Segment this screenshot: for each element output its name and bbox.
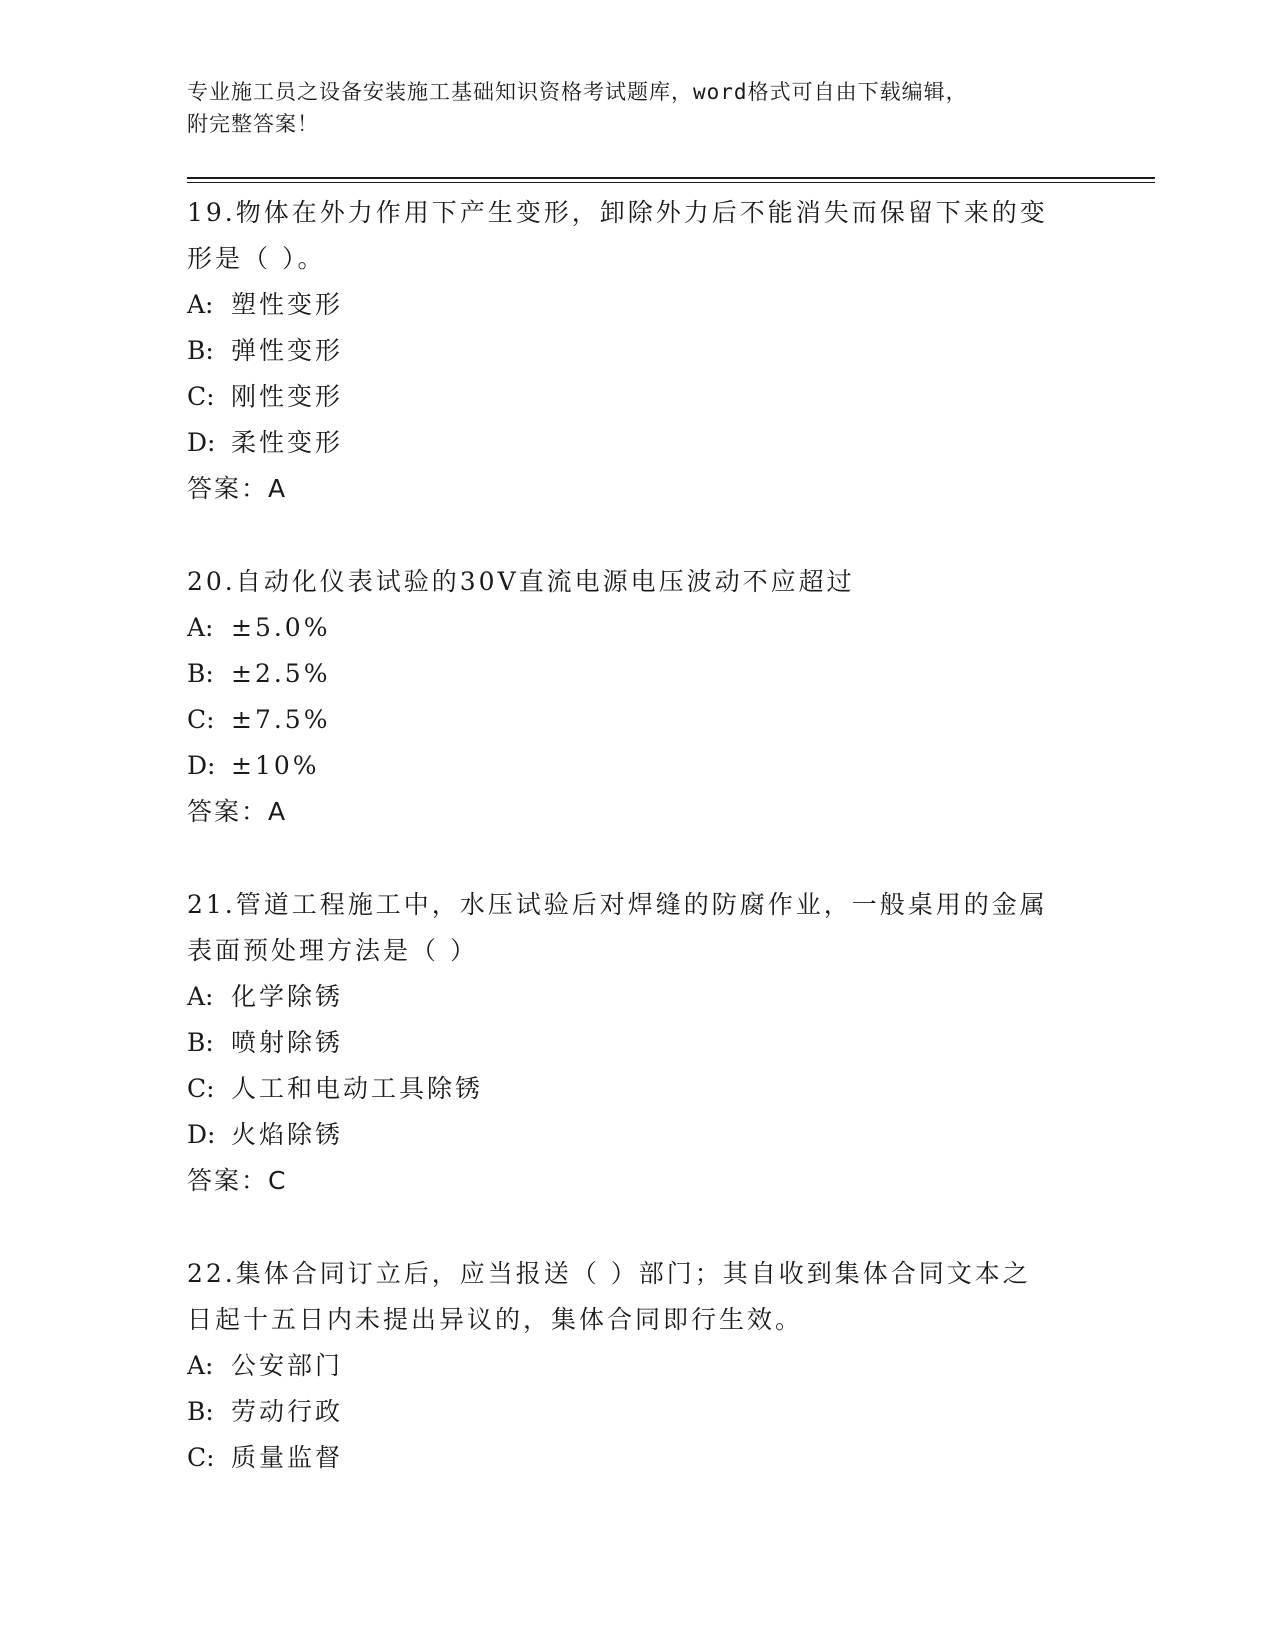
document-header	[187, 76, 1087, 140]
question-text: 形是（ ）。	[187, 244, 326, 273]
option-letter: C:	[187, 382, 215, 411]
question-text: 21.管道工程施工中，水压试验后对焊缝的防腐作业，一般桌用的金属	[187, 890, 1048, 919]
option-text: 劳动行政	[231, 1397, 344, 1426]
option-letter: D:	[187, 428, 216, 457]
question-20	[187, 559, 1087, 835]
option-letter: C:	[187, 1443, 215, 1472]
option-d	[187, 743, 1087, 789]
question-22	[187, 1251, 1087, 1481]
question-text: 22.集体合同订立后，应当报送（ ）部门；其自收到集体合同文本之	[187, 1259, 1031, 1288]
option-text: 刚性变形	[231, 382, 344, 411]
option-b	[187, 651, 1087, 697]
option-letter: A:	[187, 982, 214, 1011]
question-text: 19.物体在外力作用下产生变形，卸除外力后不能消失而保留下来的变	[187, 198, 1048, 227]
option-c	[187, 1435, 1087, 1481]
option-letter: B:	[187, 336, 214, 365]
option-text: ±7.5%	[231, 705, 331, 734]
option-text: 人工和电动工具除锈	[231, 1074, 484, 1103]
option-text: 公安部门	[231, 1351, 344, 1380]
option-text: ±5.0%	[231, 613, 331, 642]
answer: 答案：C	[187, 1166, 288, 1195]
option-d	[187, 1112, 1087, 1158]
option-c	[187, 697, 1087, 743]
question-text: 日起十五日内未提出异议的，集体合同即行生效。	[187, 1305, 804, 1334]
option-letter: B:	[187, 659, 214, 688]
option-c	[187, 374, 1087, 420]
question-list	[187, 190, 1087, 1528]
option-c	[187, 1066, 1087, 1112]
option-d	[187, 420, 1087, 466]
question-text: 20.自动化仪表试验的30V直流电源电压波动不应超过	[187, 567, 855, 596]
option-a	[187, 282, 1087, 328]
option-text: ±2.5%	[231, 659, 331, 688]
answer: 答案：A	[187, 474, 288, 503]
option-a	[187, 605, 1087, 651]
question-21	[187, 882, 1087, 1204]
header-line-2: 附完整答案！	[187, 112, 319, 136]
option-b	[187, 1020, 1087, 1066]
question-text: 表面预处理方法是（ ）	[187, 936, 478, 965]
option-letter: D:	[187, 1120, 216, 1149]
option-text: 塑性变形	[231, 290, 344, 319]
header-divider-thin	[187, 182, 1155, 183]
option-letter: A:	[187, 613, 214, 642]
option-text: 弹性变形	[231, 336, 344, 365]
header-divider	[187, 177, 1155, 179]
option-text: 喷射除锈	[231, 1028, 344, 1057]
option-a	[187, 1343, 1087, 1389]
option-a	[187, 974, 1087, 1020]
option-letter: B:	[187, 1397, 214, 1426]
option-text: 柔性变形	[231, 428, 344, 457]
option-letter: C:	[187, 705, 215, 734]
question-19	[187, 190, 1087, 512]
option-text: 质量监督	[231, 1443, 344, 1472]
option-letter: B:	[187, 1028, 214, 1057]
option-b	[187, 328, 1087, 374]
option-b	[187, 1389, 1087, 1435]
answer: 答案：A	[187, 797, 288, 826]
option-text: 火焰除锈	[231, 1120, 344, 1149]
option-letter: A:	[187, 290, 214, 319]
option-letter: A:	[187, 1351, 214, 1380]
option-letter: C:	[187, 1074, 215, 1103]
option-text: 化学除锈	[231, 982, 344, 1011]
option-text: ±10%	[231, 751, 320, 780]
option-letter: D:	[187, 751, 216, 780]
header-line-1: 专业施工员之设备安装施工基础知识资格考试题库，word格式可自由下载编辑，	[187, 80, 968, 104]
